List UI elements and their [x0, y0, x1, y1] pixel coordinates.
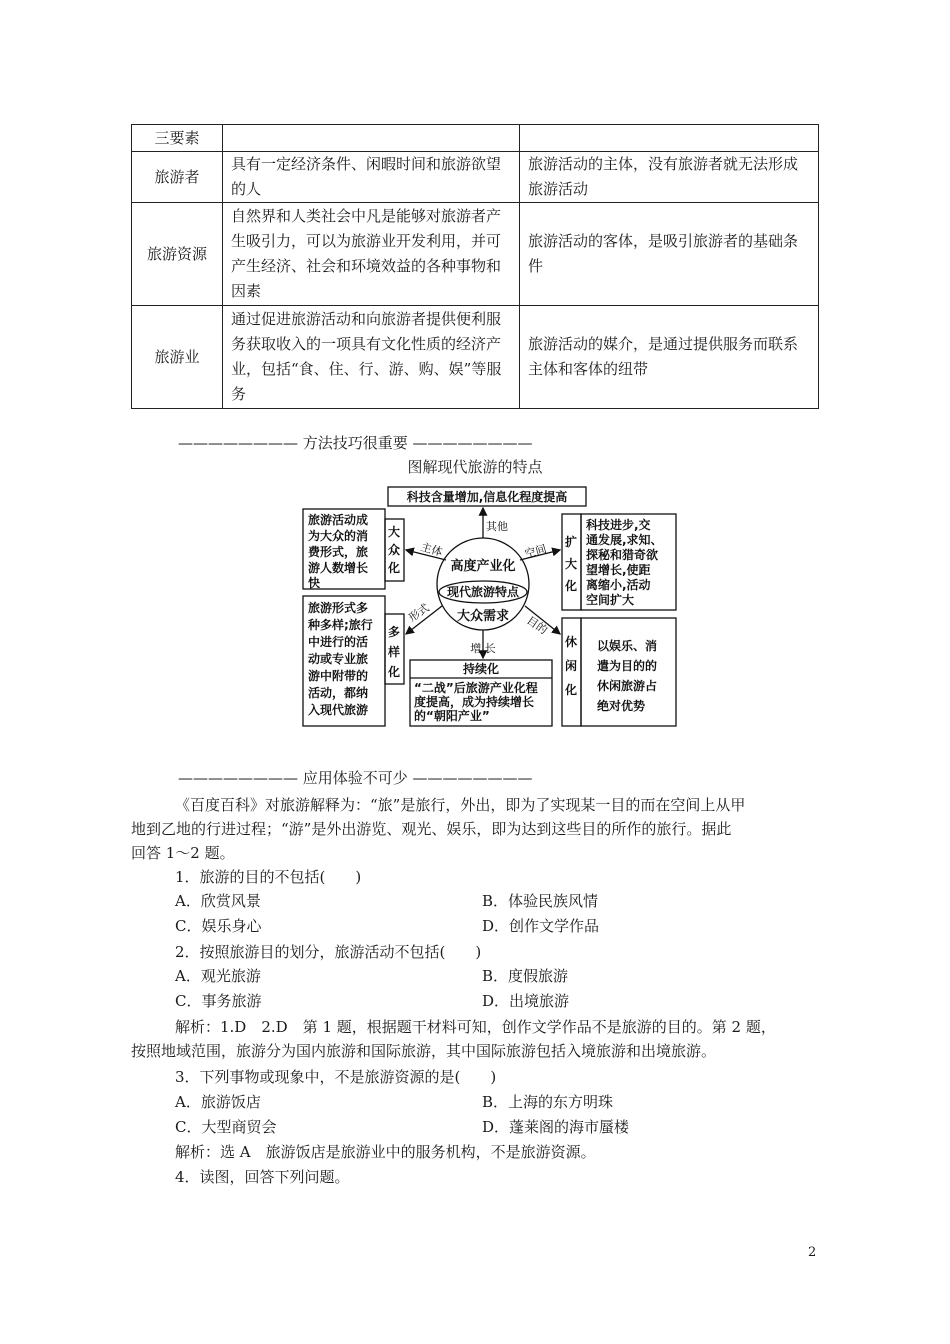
- right-top-box-text: [585, 517, 663, 607]
- table-cell-name: 旅游者: [132, 152, 223, 203]
- bottom-box-text: [414, 680, 538, 723]
- table-cell-role: 旅游活动的客体，是吸引旅游者的基础条件: [520, 203, 819, 306]
- svg-text:闲: 闲: [565, 659, 578, 673]
- svg-text:度提高，成为持续增长: 度提高，成为持续增长: [414, 695, 535, 709]
- svg-text:休: 休: [565, 635, 578, 649]
- right-bottom-box-text: [597, 638, 657, 713]
- q2-option-b: B．度假旅游: [482, 967, 569, 985]
- center-top-text: 高度产业化: [450, 559, 516, 574]
- intro-line: 回答 1～2 题。: [131, 844, 235, 862]
- svg-text:游人数增长: 游人数增长: [308, 561, 369, 575]
- top-box-text: 科技含量增加,信息化程度提高: [406, 490, 568, 504]
- modern-tourism-diagram: [300, 484, 680, 730]
- svg-text:活动，都纳: 活动，都纳: [308, 686, 369, 700]
- q3-option-d: D．蓬莱阁的海市蜃楼: [482, 1118, 630, 1136]
- table-cell-role: 旅游活动的主体，没有旅游者就无法形成旅游活动: [520, 152, 819, 203]
- svg-text:望增长,使距: 望增长,使距: [586, 563, 651, 577]
- table-header-cell: [223, 125, 520, 152]
- table-cell-role: 旅游活动的媒介，是通过提供服务而联系主体和客体的纽带: [520, 306, 819, 409]
- right-top-tag: [564, 534, 577, 593]
- svg-text:游中附带的: 游中附带的: [308, 669, 369, 683]
- svg-text:中进行的活: 中进行的活: [308, 635, 369, 649]
- q3-option-a: A．旅游饭店: [175, 1093, 261, 1111]
- svg-text:多: 多: [388, 625, 401, 639]
- center-bottom-text: 大众需求: [456, 609, 510, 624]
- table-header-cell: 三要素: [132, 125, 223, 152]
- q2-option-c: C．事务旅游: [175, 992, 262, 1010]
- svg-text:遣为目的的: 遣为目的的: [597, 659, 658, 673]
- left-bottom-tag: [387, 624, 400, 679]
- svg-text:“二战”后旅游产业化程: “二战”后旅游产业化程: [414, 681, 538, 695]
- diagram-title: 图解现代旅游的特点: [407, 458, 543, 476]
- arrow-label-subject: 主体: [419, 540, 444, 559]
- svg-text:探秘和猎奇欲: 探秘和猎奇欲: [586, 548, 659, 562]
- page-number: 2: [808, 1245, 817, 1260]
- svg-text:空间扩大: 空间扩大: [586, 593, 635, 607]
- intro-line: 地到乙地的行进过程；“游”是外出游览、观光、娱乐，即为达到这些目的所作的旅行。据此: [131, 820, 732, 838]
- section-heading-practice: ———————— 应用体验不可少 ————————: [178, 769, 533, 787]
- question-1-stem: 1．旅游的目的不包括( ): [175, 868, 362, 886]
- svg-text:种多样;旅行: 种多样;旅行: [308, 618, 373, 632]
- svg-text:动或专业旅: 动或专业旅: [308, 652, 369, 666]
- svg-text:为大众的消: 为大众的消: [308, 529, 369, 543]
- question-2-stem: 2．按照旅游目的划分，旅游活动不包括( ): [175, 943, 482, 961]
- left-bottom-box-text: [307, 600, 373, 717]
- svg-text:休闲旅游占: 休闲旅游占: [597, 679, 658, 693]
- left-top-box-text: [308, 512, 368, 590]
- svg-text:离缩小,活动: 离缩小,活动: [586, 578, 651, 592]
- center-mid-text: 现代旅游特点: [446, 585, 520, 599]
- table-cell-definition: 通过促进旅游活动和向旅游者提供便利服务获取收入的一项具有文化性质的经济产业，包括“食、住、行、游、购、娱”等服务: [223, 306, 520, 409]
- q3-option-c: C．大型商贸会: [175, 1118, 277, 1136]
- table-cell-name: 旅游资源: [132, 203, 223, 306]
- table-cell-definition: 具有一定经济条件、闲暇时间和旅游欲望的人: [223, 152, 520, 203]
- table-cell-name: 旅游业: [132, 306, 223, 409]
- svg-text:众: 众: [388, 543, 401, 557]
- svg-text:化: 化: [388, 561, 401, 575]
- svg-text:通发展,求知、: 通发展,求知、: [586, 533, 663, 547]
- svg-text:扩: 扩: [565, 535, 578, 549]
- svg-text:样: 样: [388, 645, 401, 659]
- answer-1-2: 解析：1.D 2.D 第 1 题，根据题干材料可知，创作文学作品不是旅游的目的。第 2 题，: [175, 1018, 776, 1036]
- arrow-label-space: 空间: [523, 542, 548, 561]
- arrow-label-other: 其他: [486, 520, 508, 533]
- svg-text:快: 快: [308, 576, 321, 590]
- left-top-tag: [387, 524, 400, 575]
- q3-option-b: B．上海的东方明珠: [482, 1093, 614, 1111]
- bottom-box-title: 持续化: [462, 662, 500, 676]
- svg-text:旅游活动成: 旅游活动成: [308, 513, 369, 527]
- svg-text:大: 大: [565, 557, 578, 571]
- arrow-label-growth: 增 长: [470, 642, 496, 655]
- svg-text:旅游形式多: 旅游形式多: [308, 601, 369, 615]
- svg-text:费形式，旅: 费形式，旅: [308, 545, 369, 559]
- q1-option-b: B．体验民族风情: [482, 892, 599, 910]
- question-3-stem: 3．下列事物或现象中，不是旅游资源的是( ): [175, 1068, 497, 1086]
- table-header-cell: [520, 125, 819, 152]
- q1-option-a: A．欣赏风景: [175, 892, 261, 910]
- table-row: [132, 203, 819, 306]
- q1-option-d: D．创作文学作品: [482, 917, 600, 935]
- q1-option-c: C．娱乐身心: [175, 917, 262, 935]
- svg-text:化: 化: [565, 683, 578, 697]
- svg-text:的“朝阳产业”: 的“朝阳产业”: [414, 709, 490, 723]
- table-row: [132, 306, 819, 409]
- question-4-stem: 4．读图，回答下列问题。: [175, 1168, 350, 1186]
- arrow-label-form: 形式: [406, 601, 432, 625]
- q2-option-a: A．观光旅游: [175, 967, 261, 985]
- table-cell-definition: 自然界和人类社会中凡是能够对旅游者产生吸引力，可以为旅游业开发利用，并可产生经济、社会和环境效益的各种事物和因素: [223, 203, 520, 306]
- intro-line: 《百度百科》对旅游解释为：“旅”是旅行，外出，即为了实现某一目的而在空间上从甲: [175, 796, 746, 814]
- q2-option-d: D．出境旅游: [482, 992, 570, 1010]
- three-elements-table: [131, 124, 819, 409]
- svg-text:以娱乐、消: 以娱乐、消: [597, 639, 658, 653]
- svg-text:科技进步,交: 科技进步,交: [586, 518, 651, 532]
- answer-1-2-cont: 按照地域范围，旅游分为国内旅游和国际旅游，其中国际旅游包括入境旅游和出境旅游。: [131, 1042, 717, 1060]
- svg-text:化: 化: [565, 579, 578, 593]
- table-row: [132, 152, 819, 203]
- svg-text:入现代旅游: 入现代旅游: [308, 703, 369, 717]
- svg-text:大: 大: [388, 525, 401, 539]
- svg-text:绝对优势: 绝对优势: [597, 699, 646, 713]
- right-bottom-tag: [564, 634, 577, 697]
- svg-text:化: 化: [388, 665, 401, 679]
- arrow-label-purpose: 目的: [524, 613, 550, 638]
- section-heading-methods: ———————— 方法技巧很重要 ————————: [178, 434, 533, 452]
- answer-3: 解析：选 A 旅游饭店是旅游业中的服务机构，不是旅游资源。: [175, 1143, 596, 1161]
